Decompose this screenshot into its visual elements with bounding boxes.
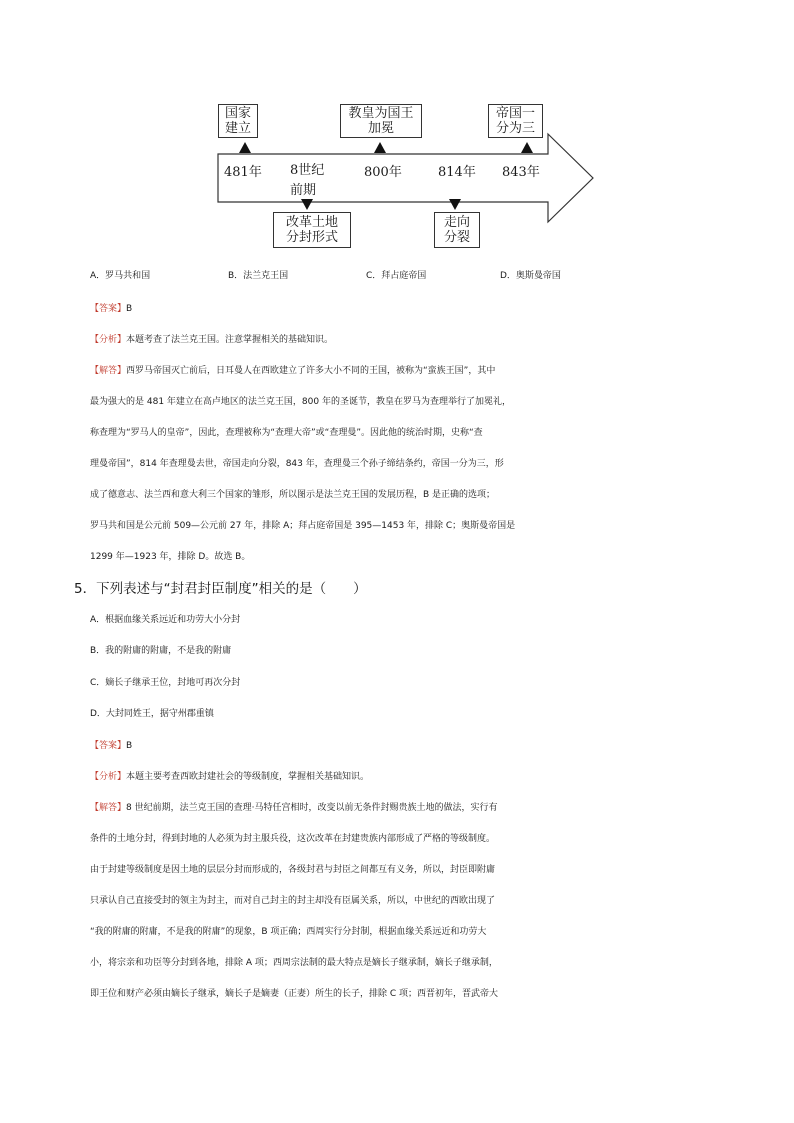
q4-solution-line-3: 称查理为“罗马人的皇帝”，因此，查理被称为“查理大帝”或“查理曼”。因此他的统治时期，史称“查 bbox=[90, 428, 483, 438]
q5-solution-line-2: 条件的土地分封，得到封地的人必须为封主服兵役，这次改革在封建贵族内部形成了严格的等级制度。 bbox=[90, 834, 496, 844]
q4-solution-line-5: 成了德意志、法兰西和意大利三个国家的雏形，所以图示是法兰克王国的发展历程，B 是正确的选项； bbox=[90, 490, 496, 500]
q4-analysis-label: 【分析】 bbox=[90, 335, 127, 345]
timeline-box-land-reform: 改革土地分封形式 bbox=[273, 212, 351, 248]
timeline-year-843: 843年 bbox=[502, 165, 540, 180]
q4-answer-value: B bbox=[126, 304, 133, 314]
q5-solution-text: 8 世纪前期，法兰克王国的查理·马特任宫相时，改变以前无条件封赐贵族土地的做法，实行有 bbox=[126, 803, 498, 813]
q4-solution-line-4: 理曼帝国”，814 年查理曼去世，帝国走向分裂，843 年，查理曼三个孙子缔结条约，帝国一分为三，形 bbox=[90, 459, 504, 469]
q5-option-c: C．嫡长子继承王位，封地可再次分封 bbox=[90, 678, 241, 688]
q5-option-a: A．根据血缘关系远近和功劳大小分封 bbox=[90, 615, 241, 625]
q4-option-a: A．罗马共和国 bbox=[90, 271, 151, 281]
q5-solution-line-1 bbox=[90, 798, 730, 818]
q5-solution-line-7: 即王位和财产必须由嫡长子继承，嫡长子是嫡妻（正妻）所生的长子，排除 C 项；西晋初年，晋武帝大 bbox=[90, 989, 499, 999]
q5-solution-line-3: 由于封建等级制度是因土地的层层分封而形成的，各级封君与封臣之间都互有义务，所以，封臣即附庸 bbox=[90, 865, 496, 875]
timeline-year-800: 800年 bbox=[364, 165, 402, 180]
timeline-year-814: 814年 bbox=[438, 165, 476, 180]
q4-analysis bbox=[90, 330, 730, 350]
q5-option-d: D．大封同姓王，据守州郡重镇 bbox=[90, 709, 214, 719]
q5-answer-value: B bbox=[126, 741, 133, 751]
q5-option-b: B．我的附庸的附庸，不是我的附庸 bbox=[90, 646, 232, 656]
q5-stem: 5．下列表述与“封君封臣制度”相关的是（ ） bbox=[74, 581, 367, 597]
q4-option-b: B．法兰克王国 bbox=[228, 271, 289, 281]
q4-answer-label: 【答案】 bbox=[90, 304, 127, 314]
q4-solution-label: 【解答】 bbox=[90, 366, 127, 376]
q4-solution-line-2: 最为强大的是 481 年建立在高卢地区的法兰克王国，800 年的圣诞节，教皇在罗马为查理举行了加冕礼， bbox=[90, 397, 511, 407]
timeline-box-coronation: 教皇为国王加冕 bbox=[340, 104, 422, 138]
q4-option-c: C．拜占庭帝国 bbox=[366, 271, 427, 281]
q4-option-d: D．奥斯曼帝国 bbox=[500, 271, 561, 281]
q5-answer-label: 【答案】 bbox=[90, 741, 127, 751]
q5-solution-label: 【解答】 bbox=[90, 803, 127, 813]
q4-analysis-text: 本题考查了法兰克王国。注意掌握相关的基础知识。 bbox=[126, 335, 334, 345]
timeline-diagram bbox=[210, 100, 600, 252]
timeline-box-nation-founded: 国家建立 bbox=[218, 104, 258, 138]
q5-solution-line-5: “我的附庸的附庸，不是我的附庸”的现象，B 项正确；西周实行分封制，根据血缘关系远近和功劳大 bbox=[90, 927, 487, 937]
timeline-box-empire-divided: 帝国一分为三 bbox=[488, 104, 543, 138]
timeline-year-8th-century: 8世纪前期 bbox=[290, 163, 325, 198]
q4-solution-line-1 bbox=[90, 361, 730, 381]
q5-answer bbox=[90, 736, 730, 756]
q4-answer bbox=[90, 299, 730, 319]
q5-analysis bbox=[90, 767, 730, 787]
timeline-box-split: 走向分裂 bbox=[434, 212, 480, 248]
q5-analysis-text: 本题主要考查西欧封建社会的等级制度，掌握相关基础知识。 bbox=[126, 772, 370, 782]
timeline-year-481: 481年 bbox=[224, 165, 262, 180]
q4-solution-line-6: 罗马共和国是公元前 509—公元前 27 年，排除 A；拜占庭帝国是 395—1453 年，排除 C；奥斯曼帝国是 bbox=[90, 521, 516, 531]
q5-analysis-label: 【分析】 bbox=[90, 772, 127, 782]
q4-options bbox=[90, 266, 730, 286]
q5-solution-line-6: 小，将宗亲和功臣等分封到各地，排除 A 项；西周宗法制的最大特点是嫡长子继承制，嫡长子继承制， bbox=[90, 958, 498, 968]
q5-solution-line-4: 只承认自己直接受封的领主为封主，而对自己封主的封主却没有臣属关系，所以，中世纪的西欧出现了 bbox=[90, 896, 496, 906]
q4-solution-line-7: 1299 年—1923 年，排除 D。故选 B。 bbox=[90, 552, 251, 562]
q4-solution-text: 西罗马帝国灭亡前后，日耳曼人在西欧建立了许多大小不同的王国，被称为“蛮族王国”，其中 bbox=[126, 366, 496, 376]
